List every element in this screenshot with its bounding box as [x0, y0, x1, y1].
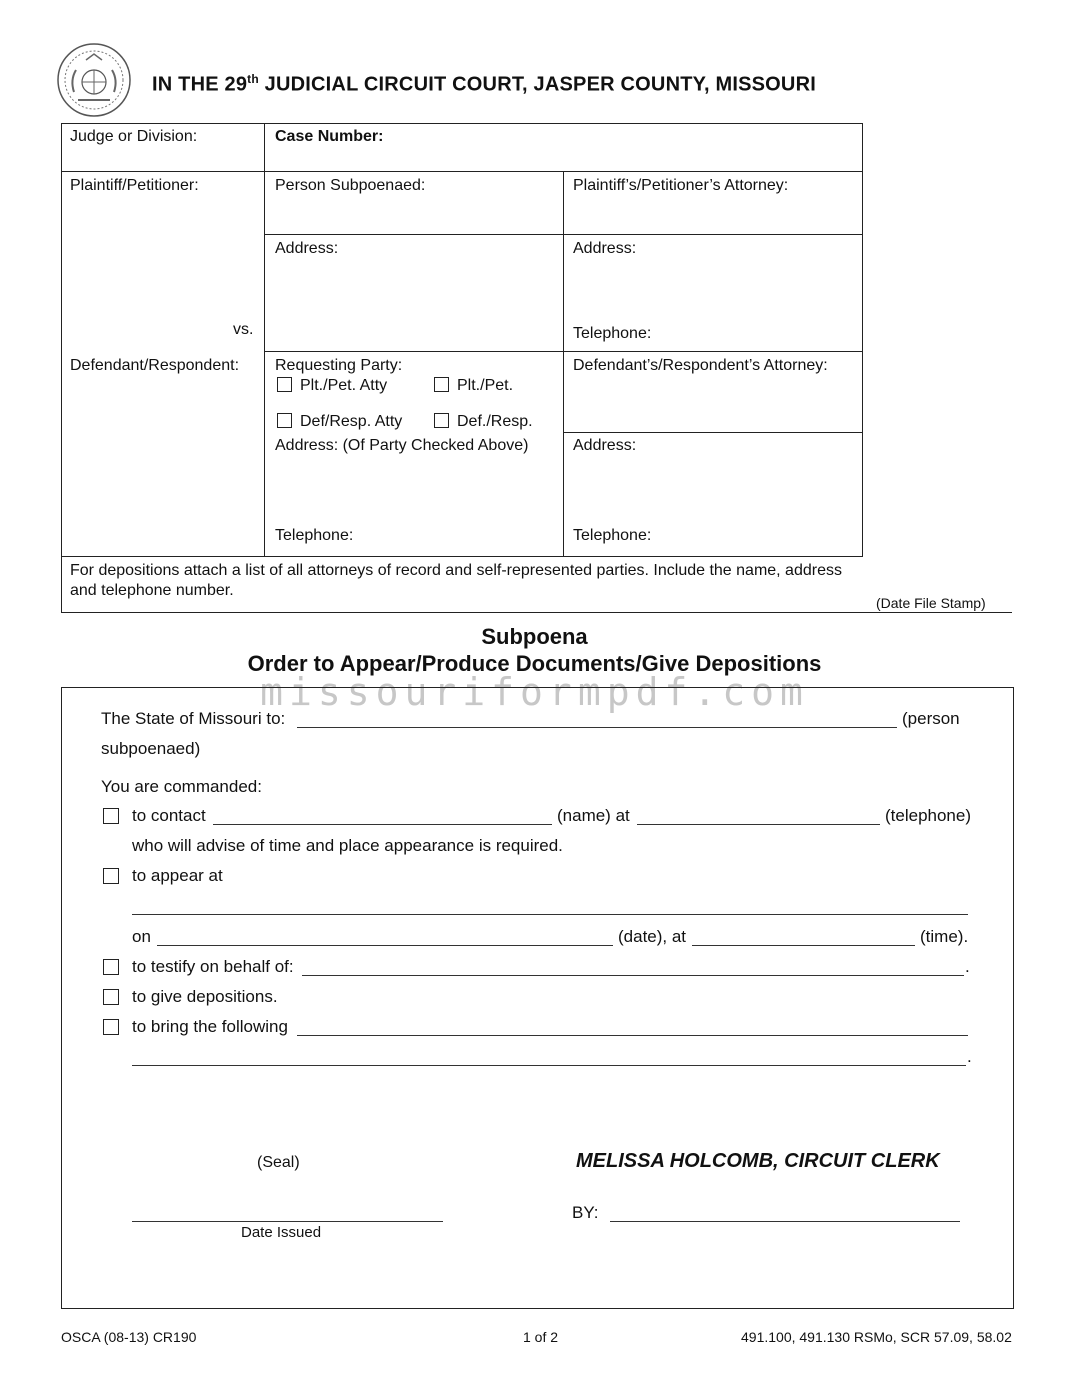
state-to-label: The State of Missouri to:	[101, 709, 286, 728]
contact-telephone-line[interactable]	[637, 824, 880, 825]
option-label: Plt./Pet. Atty	[300, 377, 388, 394]
option-plt-pet-atty[interactable]	[277, 377, 387, 395]
date-issued-line[interactable]	[132, 1221, 443, 1222]
statute-reference: 491.100, 491.130 RSMo, SCR 57.09, 58.02	[741, 1329, 1012, 1345]
testify-period: .	[965, 957, 970, 976]
on-label: on	[132, 927, 151, 946]
depositions-checkbox[interactable]	[103, 989, 119, 1005]
option-plt-pet[interactable]	[434, 377, 513, 395]
bring-items-line-2[interactable]	[132, 1065, 966, 1066]
requesting-party-telephone-label: Telephone:	[275, 527, 354, 544]
plaintiff-attorney-telephone-label: Telephone:	[573, 325, 652, 342]
option-label: Plt./Pet.	[457, 377, 514, 394]
appear-location-line[interactable]	[132, 914, 968, 915]
seal-label: (Seal)	[257, 1154, 300, 1171]
defendant-attorney-label: Defendant’s/Respondent’s Attorney:	[573, 357, 828, 374]
document-title: Subpoena	[481, 624, 588, 649]
plaintiff-attorney-label: Plaintiff’s/Petitioner’s Attorney:	[573, 177, 789, 194]
page-number: 1 of 2	[523, 1329, 559, 1345]
date-at-label: (date), at	[618, 927, 687, 946]
court-title: IN THE 29th JUDICIAL CIRCUIT COURT, JASPER COUNTY, MISSOURI	[152, 72, 816, 96]
testify-checkbox[interactable]	[103, 959, 119, 975]
defendant-attorney-address-label: Address:	[573, 437, 637, 454]
depositions-label: to give depositions.	[132, 987, 278, 1006]
commanded-label: You are commanded:	[101, 777, 262, 796]
appear-label: to appear at	[132, 866, 223, 885]
person-subpoenaed-label: Person Subpoenaed:	[275, 177, 426, 194]
versus-label: vs.	[233, 321, 254, 338]
checkbox-icon[interactable]	[434, 377, 449, 392]
contact-label: to contact	[132, 806, 206, 825]
document-subtitle: Order to Appear/Produce Documents/Give Depositions	[247, 651, 822, 676]
appear-date-line[interactable]	[157, 945, 613, 946]
contact-name-line[interactable]	[213, 824, 552, 825]
by-label: BY:	[572, 1203, 599, 1222]
option-def-resp-atty[interactable]	[277, 413, 402, 431]
checkbox-icon[interactable]	[277, 413, 292, 428]
requesting-party-label: Requesting Party:	[275, 357, 403, 374]
time-label: (time).	[920, 927, 969, 946]
appear-time-line[interactable]	[692, 945, 915, 946]
contact-checkbox[interactable]	[103, 808, 119, 824]
option-label: Def/Resp. Atty	[300, 413, 403, 430]
subpoenaed-address-label: Address:	[275, 240, 339, 257]
plaintiff-label: Plaintiff/Petitioner:	[70, 177, 199, 194]
plaintiff-attorney-address-label: Address:	[573, 240, 637, 257]
judge-division-label: Judge or Division:	[70, 128, 198, 145]
bring-checkbox[interactable]	[103, 1019, 119, 1035]
bring-period: .	[967, 1047, 972, 1066]
depositions-note: For depositions attach a list of all attorneys of record and self-represented parties. Include the name, address and telephone number.	[70, 562, 842, 599]
form-id: OSCA (08-13) CR190	[61, 1329, 197, 1345]
person-suffix-2: subpoenaed)	[101, 739, 201, 758]
case-number-label: Case Number:	[275, 128, 384, 145]
watermark: missouriformpdf.com	[260, 670, 809, 714]
checkbox-icon[interactable]	[434, 413, 449, 428]
checkbox-icon[interactable]	[277, 377, 292, 392]
person-subpoenaed-line[interactable]	[297, 727, 897, 728]
option-label: Def./Resp.	[457, 413, 533, 430]
circuit-clerk-name: MELISSA HOLCOMB, CIRCUIT CLERK	[576, 1150, 940, 1172]
date-issued-label: Date Issued	[241, 1224, 322, 1241]
testify-behalf-line[interactable]	[302, 975, 964, 976]
bring-label: to bring the following	[132, 1017, 288, 1036]
option-def-resp[interactable]	[434, 413, 533, 431]
appear-checkbox[interactable]	[103, 868, 119, 884]
requesting-party-address-label: Address: (Of Party Checked Above)	[275, 437, 529, 454]
name-at-label: (name) at	[557, 806, 630, 825]
defendant-label: Defendant/Respondent:	[70, 357, 240, 374]
bring-items-line-1[interactable]	[297, 1035, 968, 1036]
testify-label: to testify on behalf of:	[132, 957, 294, 976]
advise-text: who will advise of time and place appearance is required.	[132, 836, 563, 855]
defendant-attorney-telephone-label: Telephone:	[573, 527, 652, 544]
state-seal-icon	[56, 42, 132, 118]
telephone-suffix: (telephone)	[885, 806, 972, 825]
clerk-signature-line[interactable]	[610, 1221, 960, 1222]
date-file-stamp-label: (Date File Stamp)	[876, 595, 986, 611]
person-suffix: (person	[902, 709, 960, 728]
